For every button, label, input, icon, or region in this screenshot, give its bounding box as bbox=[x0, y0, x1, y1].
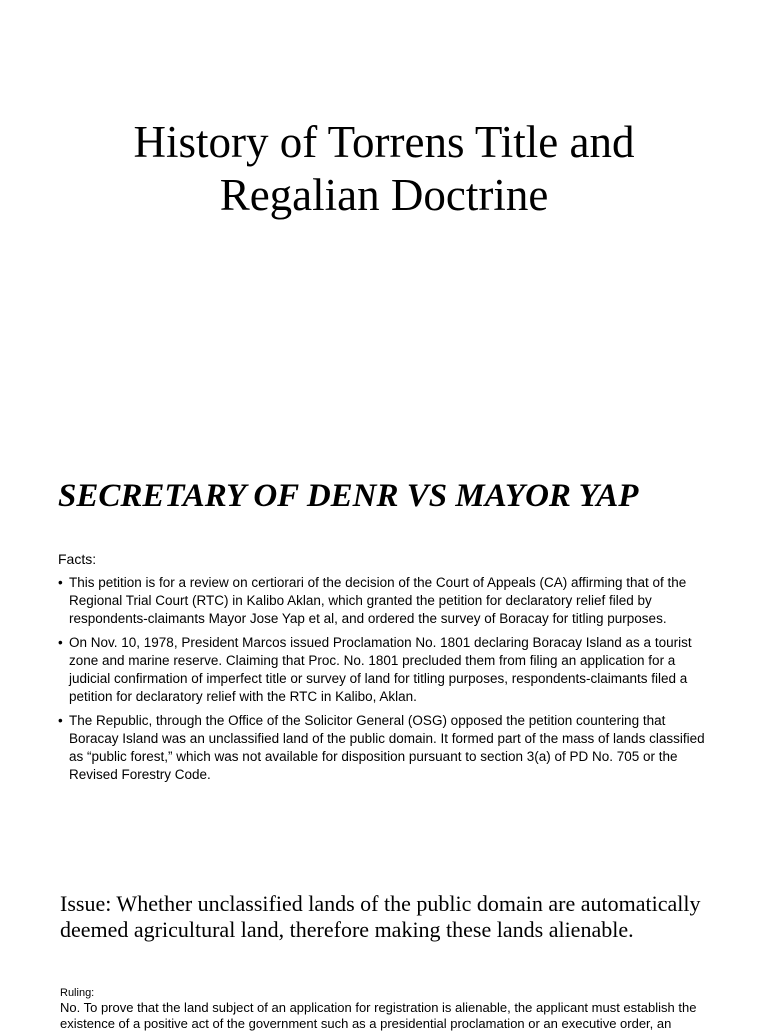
fact-item bbox=[58, 574, 714, 628]
fact-text: The Republic, through the Office of the Solicitor General (OSG) opposed the petition countering that Boracay Island was an unclassified land of the public domain. It formed part of the mass of lands classified as “public forest,” which was not available for disposition pursuant to section 3(a) of PD No. 705 or the Revised Forestry Code. bbox=[69, 713, 705, 782]
document-title bbox=[0, 116, 768, 222]
ruling-text: No. To prove that the land subject of an application for registration is alienable, the applicant must establish the existence of a positive act of the government such as a presidential proclamation or an executive order, an bbox=[60, 1000, 697, 1031]
facts-label: Facts: bbox=[58, 551, 97, 567]
facts-slide bbox=[0, 455, 768, 845]
fact-text: This petition is for a review on certiorari of the decision of the Court of Appeals (CA) affirming that of the Regional Trial Court (RTC) in Kalibo Aklan, which granted the petition for declaratory relief filed by respondents-claimants Mayor Jose Yap et al, and ordered the survey of Boracay for titling purposes. bbox=[69, 575, 687, 626]
fact-item bbox=[58, 712, 714, 784]
bullet-icon: • bbox=[58, 575, 63, 590]
document-title-line-1: History of Torrens Title and bbox=[133, 117, 635, 167]
issue-ruling-slide bbox=[0, 845, 768, 1031]
document-title-line-2: Regalian Doctrine bbox=[219, 170, 549, 220]
ruling-label: Ruling: bbox=[60, 987, 95, 999]
facts-list bbox=[58, 574, 714, 790]
title-slide bbox=[0, 0, 768, 455]
fact-item bbox=[58, 634, 714, 706]
fact-text: On Nov. 10, 1978, President Marcos issued Proclamation No. 1801 declaring Boracay Island as a tourist zone and marine reserve. Claiming that Proc. No. 1801 precluded them from filing an application for a judicial confirmation of imperfect title or survey of land for titling purposes, respondents-claimants filed a petition for declaratory relief with the RTC in Kalibo, Aklan. bbox=[69, 635, 692, 704]
case-title: SECRETARY OF DENR VS MAYOR YAP bbox=[58, 478, 639, 514]
issue-statement: Issue: Whether unclassified lands of the public domain are automatically deemed agricultural land, therefore making these lands alienable. bbox=[60, 891, 701, 942]
bullet-icon: • bbox=[58, 635, 63, 650]
bullet-icon: • bbox=[58, 713, 63, 728]
